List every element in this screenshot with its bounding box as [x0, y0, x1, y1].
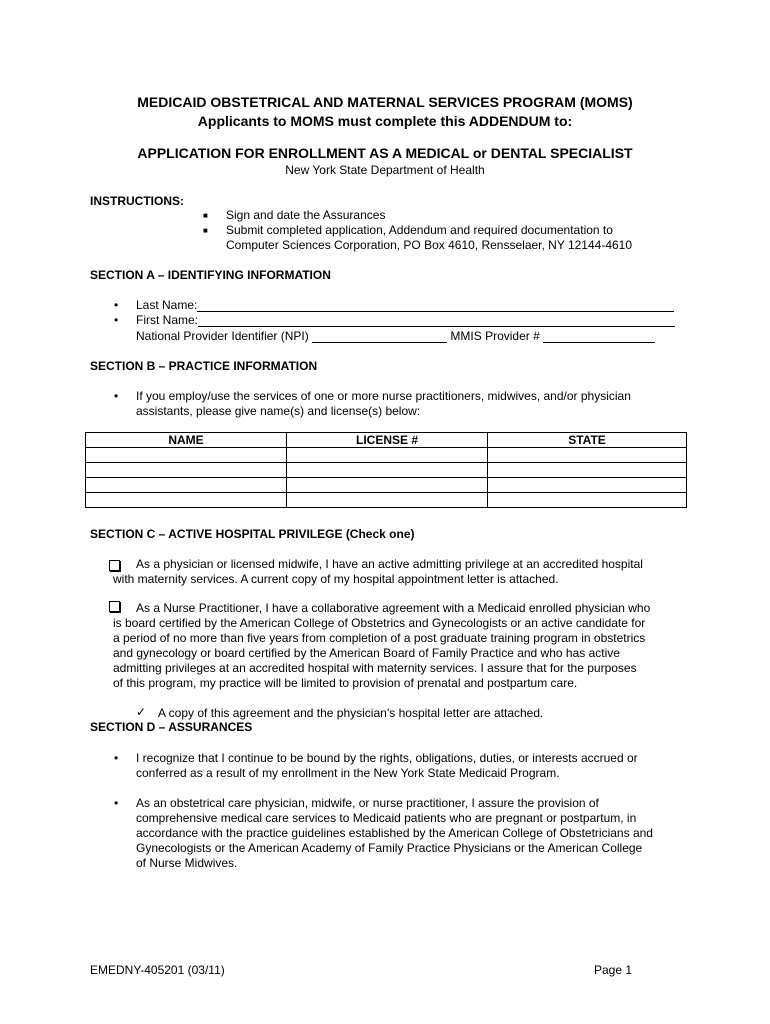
- bullet-dot-icon: •: [114, 796, 119, 810]
- option1-text: with maternity services. A current copy of my hospital appointment letter is attached.: [113, 572, 559, 586]
- section-c-heading: SECTION C – ACTIVE HOSPITAL PRIVILEGE (Check one): [90, 527, 415, 541]
- last-name-field[interactable]: [197, 299, 674, 312]
- check-mark-icon: ✓: [136, 705, 147, 719]
- bullet-square-icon: ■: [203, 226, 208, 235]
- npi-field[interactable]: [312, 330, 447, 343]
- assurance-text: conferred as a result of my enrollment in the New York State Medicaid Program.: [136, 766, 560, 780]
- bullet-dot-icon: •: [114, 389, 119, 403]
- mmis-label: MMIS Provider #: [450, 329, 540, 343]
- section-a-heading: SECTION A – IDENTIFYING INFORMATION: [90, 268, 331, 282]
- table-cell[interactable]: [287, 448, 488, 463]
- table-cell[interactable]: [86, 493, 287, 508]
- section-b-text: If you employ/use the services of one or more nurse practitioners, midwives, and/or physician: [136, 389, 631, 403]
- check-note: A copy of this agreement and the physician’s hospital letter are attached.: [158, 706, 544, 720]
- instruction-item: Computer Sciences Corporation, PO Box 4610, Rensselaer, NY 12144-4610: [226, 238, 633, 252]
- checkbox-physician[interactable]: [109, 560, 120, 571]
- section-b-heading: SECTION B – PRACTICE INFORMATION: [90, 359, 318, 373]
- table-cell[interactable]: [86, 463, 287, 478]
- assurance-text: As an obstetrical care physician, midwife, or nurse practitioner, I assure the provision of: [136, 796, 599, 810]
- license-table: [85, 432, 687, 508]
- option1-text: As a physician or licensed midwife, I have an active admitting privilege at an accredited hospital: [136, 557, 643, 571]
- table-header-row: [86, 433, 687, 448]
- table-row: [86, 463, 687, 478]
- assurance-text: of Nurse Midwives.: [136, 856, 238, 870]
- section-b-text: assistants, please give name(s) and license(s) below:: [136, 404, 421, 418]
- option2-text: a period of no more than five years from completion of a post graduate training program in obstetrics: [113, 631, 646, 645]
- table-row: [86, 448, 687, 463]
- table-cell[interactable]: [287, 493, 488, 508]
- option2-text: admitting privileges at an accredited hospital with maternity services. I assure that for the purposes: [113, 661, 637, 675]
- table-row: [86, 478, 687, 493]
- page-title: MEDICAID OBSTETRICAL AND MATERNAL SERVICES PROGRAM (MOMS): [137, 94, 633, 110]
- table-row: [86, 493, 687, 508]
- column-header-name: NAME: [86, 433, 287, 448]
- form-title: APPLICATION FOR ENROLLMENT AS A MEDICAL or DENTAL SPECIALIST: [137, 145, 633, 161]
- column-header-license: LICENSE #: [287, 433, 488, 448]
- first-name-field[interactable]: [198, 314, 675, 327]
- form-id: EMEDNY-405201 (03/11): [90, 963, 225, 977]
- option2-text: is board certified by the American College of Obstetrics and Gynecologists or an active candidate for: [113, 616, 646, 630]
- npi-label: National Provider Identifier (NPI): [136, 329, 309, 343]
- bullet-square-icon: ■: [203, 211, 208, 220]
- instructions-heading: INSTRUCTIONS:: [90, 194, 184, 208]
- table-cell[interactable]: [86, 448, 287, 463]
- assurance-text: comprehensive medical care services to Medicaid patients who are pregnant or postpartum, in: [136, 811, 637, 825]
- last-name-label: Last Name:: [136, 298, 198, 312]
- department-name: New York State Department of Health: [285, 163, 485, 177]
- column-header-state: STATE: [488, 433, 687, 448]
- checkbox-nurse-practitioner[interactable]: [109, 601, 120, 612]
- bullet-dot-icon: •: [114, 298, 119, 312]
- table-cell[interactable]: [488, 493, 687, 508]
- bullet-dot-icon: •: [114, 751, 119, 765]
- mmis-field[interactable]: [543, 330, 655, 343]
- section-d-heading: SECTION D – ASSURANCES: [90, 720, 253, 734]
- page-number: Page 1: [594, 963, 633, 977]
- bullet-dot-icon: •: [114, 313, 119, 327]
- first-name-label: First Name:: [136, 313, 199, 327]
- option2-text: As a Nurse Practitioner, I have a collaborative agreement with a Medicaid enrolled physician who: [136, 601, 651, 615]
- table-cell[interactable]: [488, 478, 687, 493]
- instruction-item: Sign and date the Assurances: [226, 208, 386, 222]
- table-cell[interactable]: [287, 463, 488, 478]
- instruction-item: Submit completed application, Addendum and required documentation to: [226, 223, 613, 237]
- option2-text: of this program, my practice will be limited to provision of prenatal and postpartum care.: [113, 676, 578, 690]
- assurance-text: I recognize that I continue to be bound by the rights, obligations, duties, or interests accrued or: [136, 751, 638, 765]
- table-cell[interactable]: [86, 478, 287, 493]
- assurance-text: accordance with the practice guidelines established by the American College of Obstetricians and: [136, 826, 653, 840]
- assurance-text: Gynecologists or the American Academy of Family Practice Physicians or the American College: [136, 841, 643, 855]
- table-cell[interactable]: [287, 478, 488, 493]
- table-cell[interactable]: [488, 463, 687, 478]
- option2-text: and gynecology or board certified by the American Board of Family Practice and who has active: [113, 646, 620, 660]
- table-cell[interactable]: [488, 448, 687, 463]
- page-subtitle: Applicants to MOMS must complete this ADDENDUM to:: [197, 113, 573, 129]
